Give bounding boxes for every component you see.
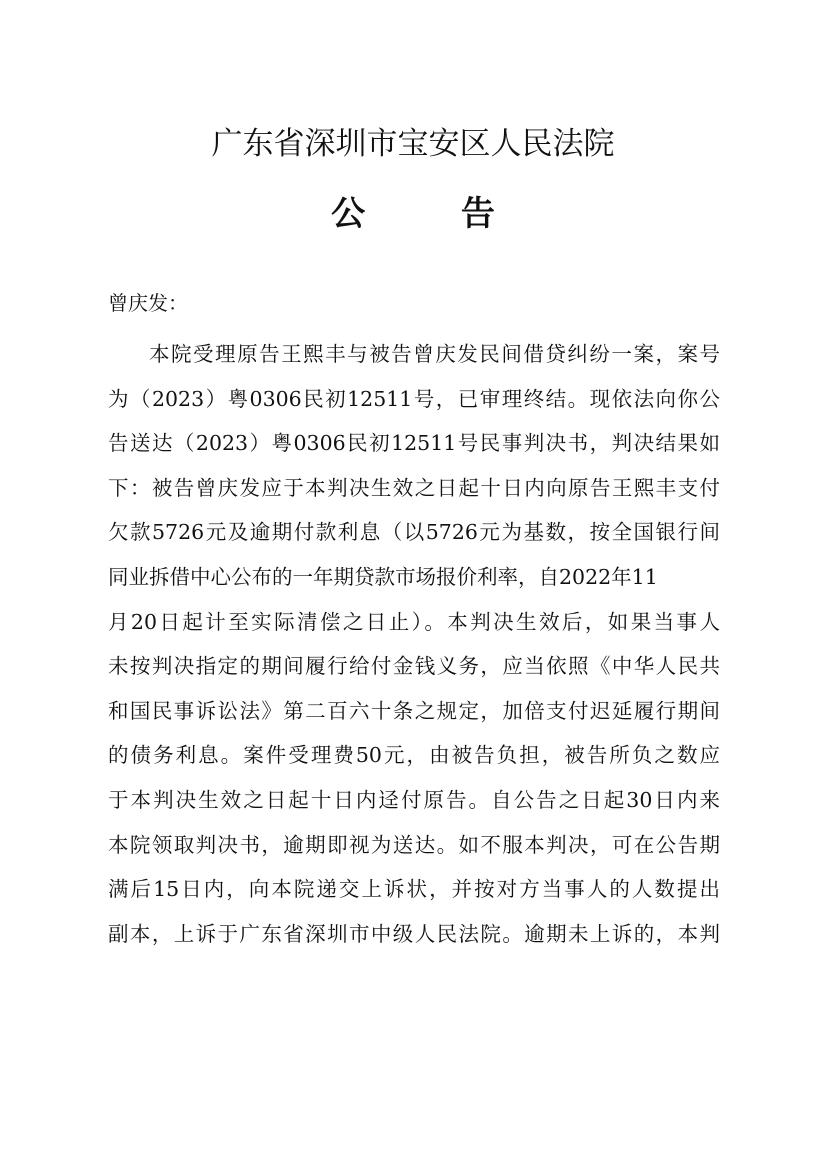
body-line: 和国民事诉讼法》第二百六十条之规定，加倍支付迟延履行期间	[108, 698, 720, 723]
body-line: 月20日起计至实际清偿之日止）。本判决生效后，如果当事人	[108, 609, 720, 634]
court-name-heading: 广东省深圳市宝安区人民法院	[211, 126, 615, 162]
body-line: 欠款5726元及逾期付款利息（以5726元为基数，按全国银行间	[108, 520, 720, 545]
announcement-body	[108, 332, 720, 956]
body-line: 下：被告曾庆发应于本判决生效之日起十日内向原告王熙丰支付	[108, 475, 720, 500]
body-line: 为（2023）粤0306民初12511号，已审理终结。现依法向你公	[108, 386, 720, 411]
body-line: 本院领取判决书，逾期即视为送达。如不服本判决，可在公告期	[108, 832, 720, 857]
addressee: 曾庆发：	[108, 291, 188, 315]
body-line: 的债务利息。案件受理费50元，由被告负担，被告所负之数应	[108, 743, 720, 768]
announcement-title: 公 告	[331, 194, 537, 234]
body-line: 副本，上诉于广东省深圳市中级人民法院。逾期未上诉的，本判	[108, 921, 720, 946]
body-line: 满后15日内，向本院递交上诉状，并按对方当事人的人数提出	[108, 877, 720, 902]
body-line: 于本判决生效之日起十日内迳付原告。自公告之日起30日内来	[108, 787, 720, 812]
body-line: 同业拆借中心公布的一年期贷款市场报价利率，自2022年11	[108, 564, 658, 589]
body-line: 本院受理原告王熙丰与被告曾庆发民间借贷纠纷一案，案号	[149, 342, 720, 366]
body-line: 未按判决指定的期间履行给付金钱义务，应当依照《中华人民共	[108, 654, 720, 679]
body-line: 告送达（2023）粤0306民初12511号民事判决书，判决结果如	[108, 431, 720, 456]
